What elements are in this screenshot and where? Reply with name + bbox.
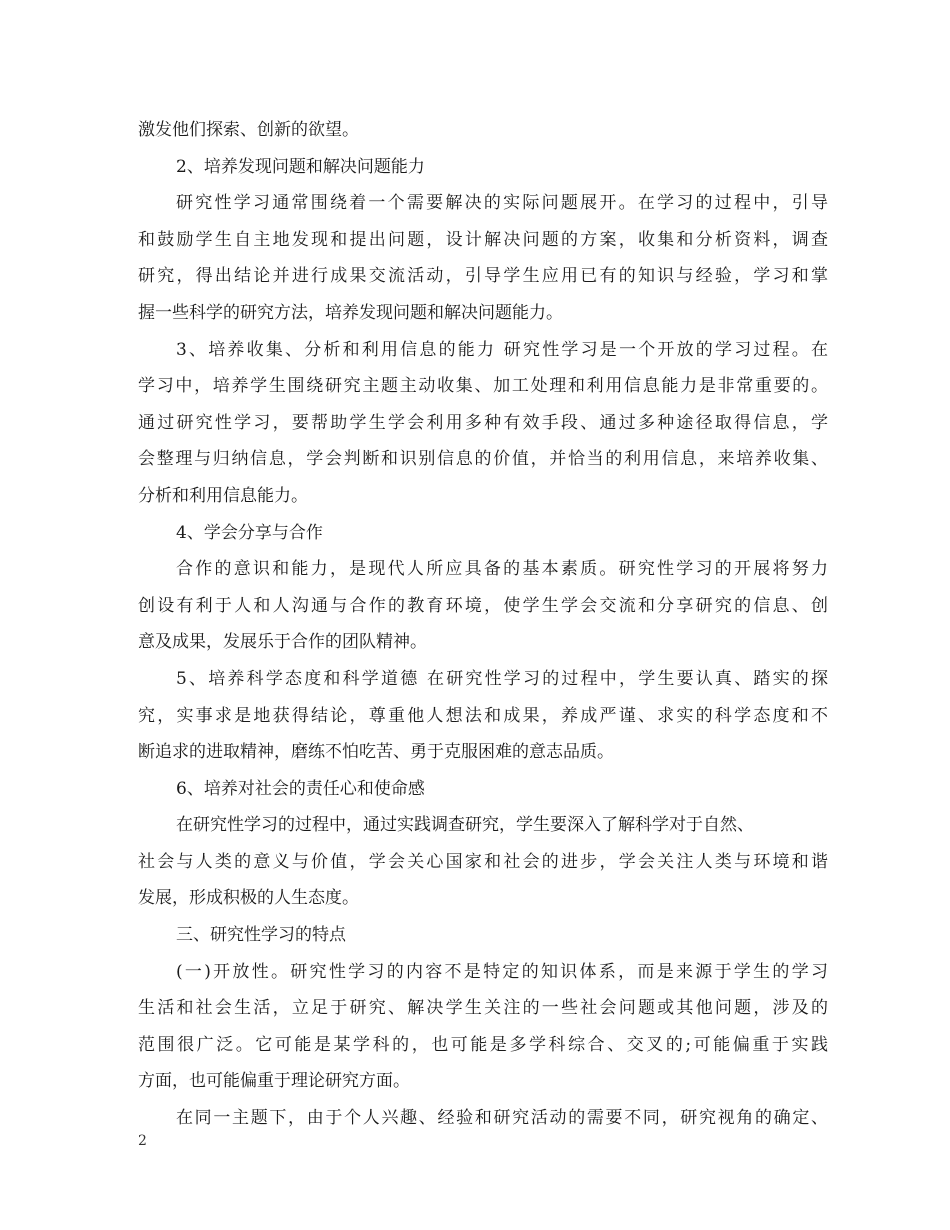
- text-line: 生活和社会生活，立足于研究、解决学生关注的一些社会问题或其他问题，涉及的: [138, 998, 828, 1019]
- body-text: [138, 112, 828, 1137]
- text-line: 和鼓励学生自主地发现和提出问题，设计解决问题的方案，收集和分析资料，调查: [138, 229, 828, 250]
- text-line: 3、培养收集、分析和利用信息的能力 研究性学习是一个开放的学习过程。在: [176, 339, 828, 360]
- text-line: 握一些科学的研究方法，培养发现问题和解决问题能力。: [138, 302, 563, 323]
- text-line: 5、培养科学态度和科学道德 在研究性学习的过程中，学生要认真、踏实的探: [176, 668, 828, 689]
- text-line: 6、培养对社会的责任心和使命感: [176, 778, 425, 799]
- text-line: 范围很广泛。它可能是某学科的，也可能是多学科综合、交叉的;可能偏重于实践: [138, 1034, 828, 1055]
- text-line: 研究，得出结论并进行成果交流活动，引导学生应用已有的知识与经验，学习和掌: [138, 266, 828, 287]
- text-line: 学习中，培养学生围绕研究主题主动收集、加工处理和利用信息能力是非常重要的。: [138, 376, 828, 397]
- text-line: (一)开放性。研究性学习的内容不是特定的知识体系，而是来源于学生的学习: [176, 961, 828, 982]
- text-line: 意及成果，发展乐于合作的团队精神。: [138, 632, 427, 653]
- text-line: 在同一主题下，由于个人兴趣、经验和研究活动的需要不同，研究视角的确定、: [176, 1108, 828, 1129]
- text-line: 4、学会分享与合作: [176, 522, 323, 543]
- text-line: 断追求的进取精神，磨练不怕吃苦、勇于克服困难的意志品质。: [138, 742, 614, 763]
- text-line: 分析和利用信息能力。: [138, 485, 308, 506]
- text-line: 激发他们探索、创新的欲望。: [138, 120, 359, 140]
- text-line: 研究性学习通常围绕着一个需要解决的实际问题展开。在学习的过程中，引导: [176, 193, 828, 214]
- text-line: 2、培养发现问题和解决问题能力: [176, 156, 425, 177]
- text-line: 通过研究性学习，要帮助学生学会利用多种有效手段、通过多种途径取得信息，学: [138, 412, 828, 433]
- text-line: 究，实事求是地获得结论，尊重他人想法和成果，养成严谨、求实的科学态度和不: [138, 705, 828, 726]
- text-line: 三、研究性学习的特点: [176, 925, 346, 946]
- text-line: 创设有利于人和人沟通与合作的教育环境，使学生学会交流和分享研究的信息、创: [138, 595, 828, 616]
- text-line: 发展，形成积极的人生态度。: [138, 888, 359, 909]
- text-line: 合作的意识和能力，是现代人所应具备的基本素质。研究性学习的开展将努力: [176, 559, 828, 580]
- page-number: 2: [138, 1133, 147, 1149]
- text-line: 会整理与归纳信息，学会判断和识别信息的价值，并恰当的利用信息，来培养收集、: [138, 449, 828, 470]
- text-line: 方面，也可能偏重于理论研究方面。: [138, 1071, 410, 1092]
- text-line: 在研究性学习的过程中，通过实践调查研究，学生要深入了解科学对于自然、: [176, 815, 754, 836]
- text-line: 社会与人类的意义与价值，学会关心国家和社会的进步，学会关注人类与环境和谐: [138, 851, 828, 872]
